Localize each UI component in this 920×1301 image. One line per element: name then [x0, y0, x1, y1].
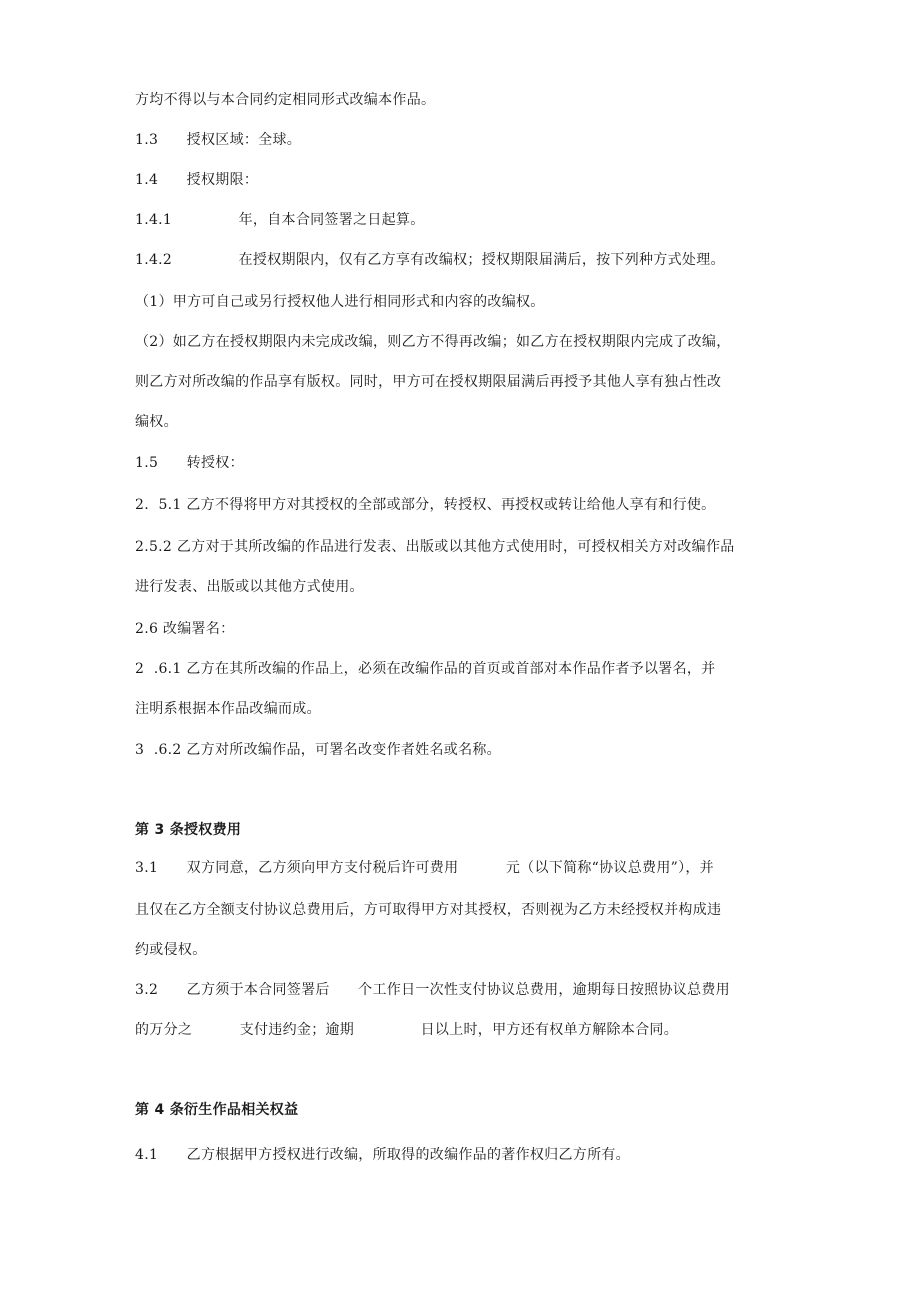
clause-2-5-1: 2. 5.1 乙方不得将甲方对其授权的全部或部分，转授权、再授权或转让给他人享有和行使。 — [135, 497, 716, 513]
option-1: （1）甲方可自己或另行授权他人进行相同形式和内容的改编权。 — [135, 294, 545, 310]
clause-3-6-2: 3 .6.2 乙方对所改编作品，可署名改变作者姓名或名称。 — [135, 742, 501, 758]
text-line: 注明系根据本作品改编而成。 — [135, 701, 321, 717]
text-line: 进行发表、出版或以其他方式使用。 — [135, 579, 364, 595]
article-4-heading: 第 4 条衍生作品相关权益 — [135, 1102, 299, 1118]
text-line: 编权。 — [135, 414, 178, 430]
option-2: （2）如乙方在授权期限内未完成改编，则乙方不得再改编；如乙方在授权期限内完成了改编， — [135, 334, 731, 350]
clause-1-4-1: 1.4.1 年，自本合同签署之日起算。 — [135, 212, 425, 228]
clause-2-6-1: 2 .6.1 乙方在其所改编的作品上，必须在改编作品的首页或首部对本作品作者予以署名，并 — [135, 661, 716, 677]
text-line: 的万分之 支付违约金；逾期 日以上时，甲方还有权单方解除本合同。 — [135, 1022, 679, 1038]
clause-1-3: 1.3 授权区域：全球。 — [135, 132, 302, 148]
text-line: 方均不得以与本合同约定相同形式改编本作品。 — [135, 92, 436, 108]
clause-3-1: 3.1 双方同意，乙方须向甲方支付税后许可费用 元（以下简称“协议总费用”），并 — [135, 860, 714, 876]
clause-2-6: 2.6 改编署名： — [135, 621, 235, 637]
clause-1-4-2: 1.4.2 在授权期限内，仅有乙方享有改编权；授权期限届满后，按下列种方式处理。 — [135, 252, 725, 268]
clause-2-5-2: 2.5.2 乙方对于其所改编的作品进行发表、出版或以其他方式使用时，可授权相关方对改编作品 — [135, 539, 735, 555]
clause-3-2: 3.2 乙方须于本合同签署后 个工作日一次性支付协议总费用，逾期每日按照协议总费用 — [135, 982, 730, 998]
clause-4-1: 4.1 乙方根据甲方授权进行改编，所取得的改编作品的著作权归乙方所有。 — [135, 1147, 630, 1163]
clause-1-5: 1.5 转授权： — [135, 455, 244, 471]
text-line: 且仅在乙方全额支付协议总费用后，方可取得甲方对其授权，否则视为乙方未经授权并构成违 — [135, 902, 722, 918]
text-line: 约或侵权。 — [135, 942, 207, 958]
clause-1-4: 1.4 授权期限： — [135, 172, 259, 188]
text-line: 则乙方对所改编的作品享有版权。同时，甲方可在授权期限届满后再授予其他人享有独占性改 — [135, 374, 722, 390]
article-3-heading: 第 3 条授权费用 — [135, 822, 242, 838]
